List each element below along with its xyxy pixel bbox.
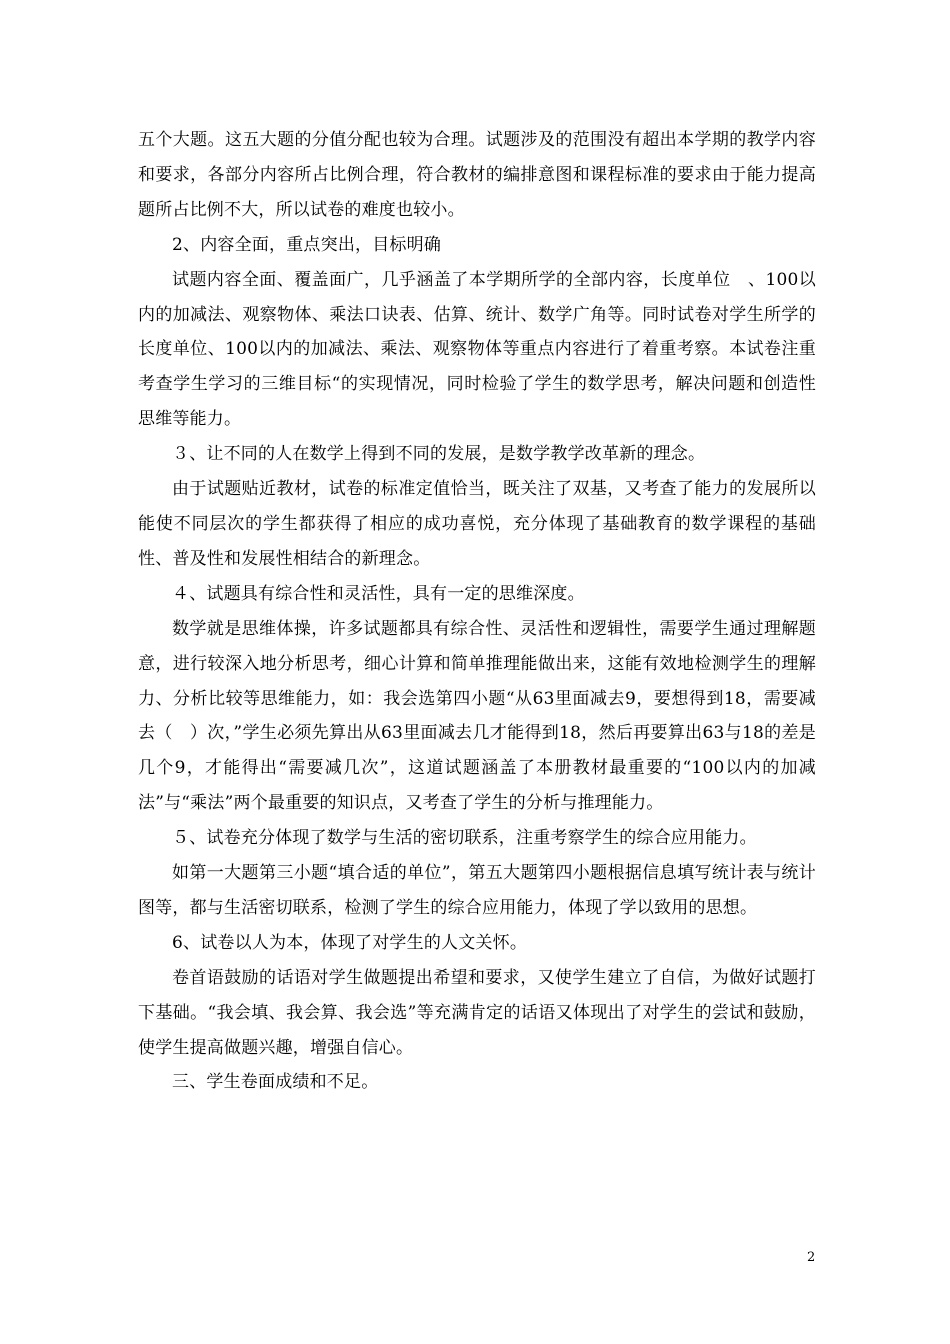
paragraph: 如第一大题第三小题“填合适的单位”，第五大题第四小题根据信息填写统计表与统计图等，都与生活密切联系，检测了学生的综合应用能力，体现了学以致用的思想。 [138,863,816,918]
section-heading: 6、试卷以人为本，体现了对学生的人文关怀。 [172,932,528,953]
paragraph: 试题内容全面、覆盖面广，几乎涵盖了本学期所学的全部内容，长度单位 、100以内的加减法、观察物体、乘法口诀表、估算、统计、数学广角等。同时试卷对学生所学的长度单位、100以内的加减法、乘法、观察物体等重点内容进行了着重考察。本试卷注重考查学生学习的三维目标“的实现情况，同时检验了学生的数学思考，解决问题和创造性思维等能力。 [138,269,816,430]
section-heading: ５、试卷充分体现了数学与生活的密切联系，注重考察学生的综合应用能力。 [172,828,757,849]
paragraph: 数学就是思维体操，许多试题都具有综合性、灵活性和逻辑性，需要学生通过理解题意，进行较深入地分析思考，细心计算和简单推理能做出来，这能有效地检测学生的理解力、分析比较等思维能力，如：我会选第四小题“从63里面减去9，要想得到18，需要减去（ ）次，”学生必须先算出从63里面减去几才能得到18，然后再要算出63与18的差是几个9，才能得出“需要减几次”，这道试题涵盖了本册教材最重要的“100以内的加减法”与“乘法”两个最重要的知识点，又考查了学生的分析与推理能力。 [138,618,817,814]
paragraph: 五个大题。这五大题的分值分配也较为合理。试题涉及的范围没有超出本学期的教学内容和要求，各部分内容所占比例合理，符合教材的编排意图和课程标准的要求由于能力提高题所占比例不大，所以试卷的难度也较小。 [138,130,816,220]
section-heading: 三、学生卷面成绩和不足。 [172,1072,379,1093]
section-heading: ３、让不同的人在数学上得到不同的发展，是数学教学改革新的理念。 [172,444,706,465]
section-heading: 2、内容全面，重点突出，目标明确 [172,234,442,255]
page-number: 2 [807,1250,816,1265]
paragraph: 由于试题贴近教材，试卷的标准定值恰当，既关注了双基，又考查了能力的发展所以能使不同层次的学生都获得了相应的成功喜悦，充分体现了基础教育的数学课程的基础性、普及性和发展性相结合的新理念。 [138,479,816,569]
paragraph: 卷首语鼓励的话语对学生做题提出希望和要求，又使学生建立了自信，为做好试题打下基础。“我会填、我会算、我会选”等充满肯定的话语又体现出了对学生的尝试和鼓励，使学生提高做题兴趣，增强自信心。 [138,967,816,1058]
document-body [138,123,816,1100]
section-heading: ４、试题具有综合性和灵活性，具有一定的思维深度。 [172,583,585,604]
